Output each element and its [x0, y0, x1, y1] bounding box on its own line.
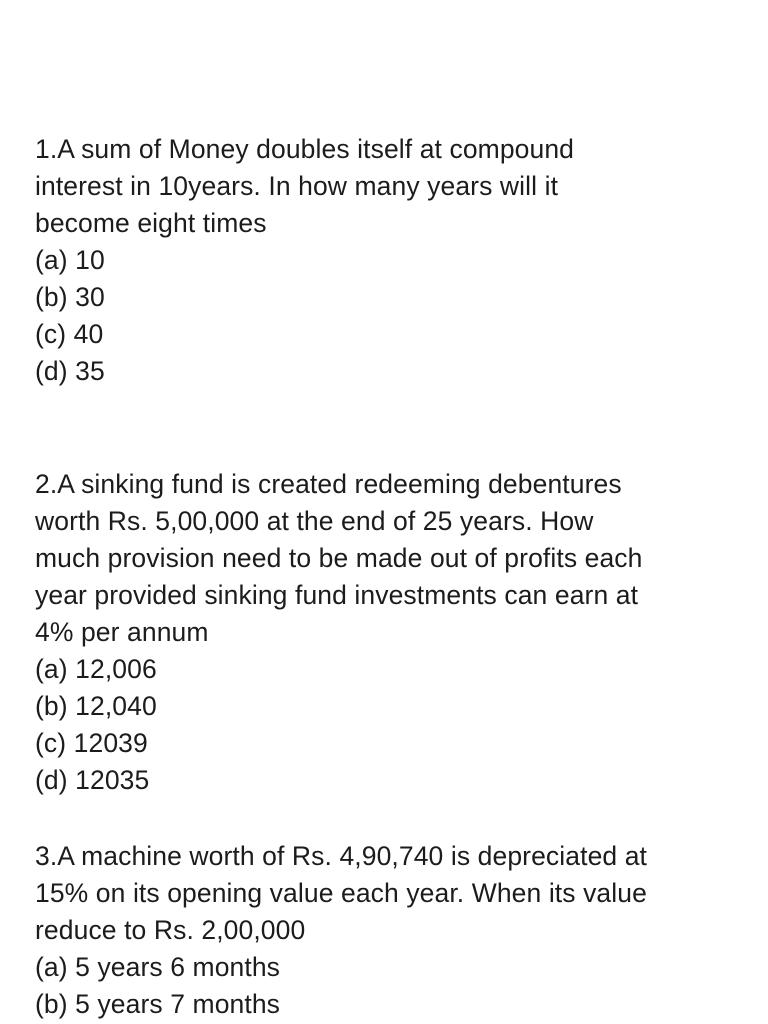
question-1-stem-line-2: interest in 10years. In how many years will it: [35, 171, 559, 201]
question-2-stem-line-2: worth Rs. 5,00,000 at the end of 25 years. How: [35, 506, 594, 536]
question-3-stem-line-1: 3.A machine worth of Rs. 4,90,740 is depreciated at: [35, 841, 648, 871]
question-2-stem-line-5: 4% per annum: [35, 617, 209, 647]
question-1-option-c: (c) 40: [35, 319, 104, 349]
question-1: [35, 131, 735, 390]
question-2-option-b: (b) 12,040: [35, 691, 157, 721]
question-2-stem-line-1: 2.A sinking fund is created redeeming debentures: [35, 469, 622, 499]
question-1-stem-line-3: become eight times: [35, 208, 267, 238]
question-3: [35, 838, 735, 1023]
question-2-option-c: (c) 12039: [35, 728, 148, 758]
question-1-option-a: (a) 10: [35, 245, 105, 275]
question-3-option-b: (b) 5 years 7 months: [35, 989, 281, 1019]
question-3-stem-line-3: reduce to Rs. 2,00,000: [35, 915, 306, 945]
question-3-stem-line-2: 15% on its opening value each year. When its value: [35, 878, 647, 908]
question-1-option-d: (d) 35: [35, 356, 105, 386]
question-2-option-d: (d) 12035: [35, 765, 150, 795]
question-3-option-a: (a) 5 years 6 months: [35, 952, 281, 982]
question-2-option-a: (a) 12,006: [35, 654, 157, 684]
question-2: [35, 466, 735, 799]
question-1-stem-line-1: 1.A sum of Money doubles itself at compound: [35, 134, 575, 164]
question-2-stem-line-4: year provided sinking fund investments can earn at: [35, 580, 639, 610]
question-1-option-b: (b) 30: [35, 282, 105, 312]
question-2-stem-line-3: much provision need to be made out of profits each: [35, 543, 643, 573]
